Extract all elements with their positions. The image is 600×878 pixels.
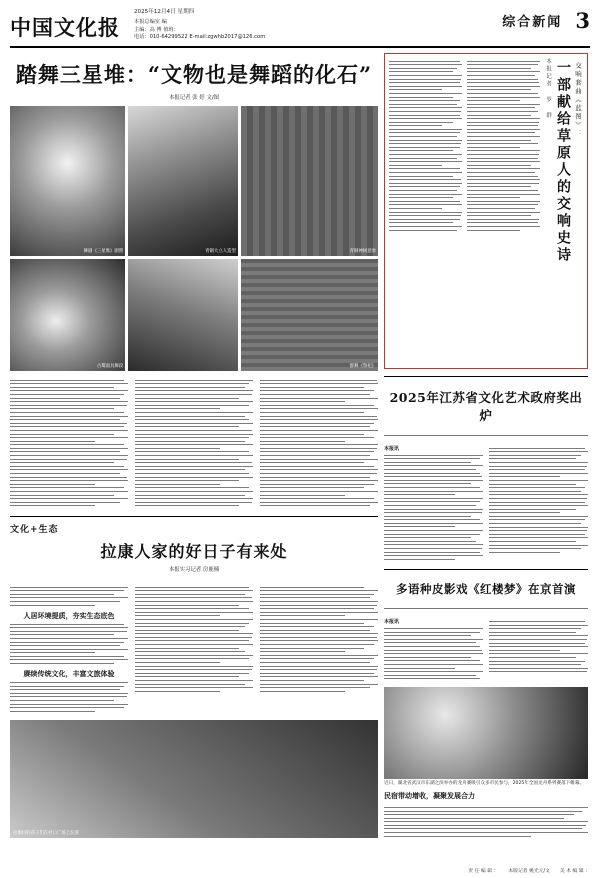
lead-body-col-3: [260, 377, 378, 509]
culture-eco-byline: 本报实习记者 房鹿楠: [168, 566, 220, 573]
award-dateline: 本报讯: [384, 446, 400, 452]
shadow-play-headline: 多语种皮影戏《红楼梦》在京首演: [396, 582, 576, 597]
divider-rule-1: [10, 516, 378, 517]
publication-date: 2025年12月4日 星期四: [134, 9, 195, 15]
lead-photo-6: [241, 259, 378, 371]
masthead-info-line-2: 主编：高 博 值班：: [134, 26, 179, 33]
divider-rule-5: [384, 608, 588, 609]
award-body: [384, 445, 588, 562]
culture-eco-headline: 拉康人家的好日子有来处: [100, 541, 288, 561]
footer-editor-name: 本版记者 姚光元/文: [508, 869, 550, 874]
shadow-play-dateline: 本报讯: [384, 619, 400, 626]
lead-byline: 本报记者 张 婷 文/图: [168, 95, 220, 101]
right-feature-col-1: [467, 58, 540, 364]
culture-eco-photo: [10, 720, 378, 838]
right-feature-byline: 本报记者 罗 群: [545, 58, 551, 120]
page-number: 3: [575, 8, 590, 33]
right-feature-col-2: [389, 58, 462, 364]
divider-rule-4: [384, 569, 588, 570]
right-feature-title: 一部献给草原人的交响史诗: [555, 60, 571, 264]
shadow-play-col-2: [489, 618, 588, 682]
lead-photo-4: [10, 259, 125, 371]
shadow-play-photo: [384, 687, 588, 779]
lead-body-col-1: [10, 377, 128, 509]
lead-photo-4-caption: 古蜀面具舞段: [96, 364, 124, 369]
divider-rule-3: [384, 435, 588, 436]
lead-headline: 踏舞三星堆：“文物也是舞蹈的化石”: [15, 62, 373, 87]
lead-photo-2: [128, 106, 238, 256]
masthead: [10, 8, 590, 48]
culture-eco-col-1: [10, 584, 128, 714]
right-feature-kicker: 交响套曲《蓝图》：: [574, 62, 582, 139]
minsu-body: [384, 804, 588, 839]
lead-photo-3: [241, 106, 378, 256]
culture-eco-subhead-1: 人居环境提质，夯实生态底色: [23, 610, 115, 620]
right-column: [384, 53, 588, 873]
culture-eco-photo-caption: 拉康村的孩子们在村口广场上玩耍: [13, 831, 79, 837]
lead-photo-5-caption: 群舞《祭祀》: [349, 364, 377, 369]
lead-photo-strip: [10, 106, 378, 256]
divider-rule-2: [384, 376, 588, 377]
lead-photo-row-2: [10, 259, 378, 371]
award-headline: 2025年江苏省文化艺术政府奖出炉: [389, 390, 583, 423]
lead-photo-5: [128, 259, 238, 371]
lead-photo-2-caption: 青铜大立人造型: [205, 249, 236, 254]
section-tag-culture-eco: 文化+生态: [10, 524, 59, 535]
lead-photo-1-caption: 舞剧《三星堆》剧照: [83, 249, 124, 254]
left-columns: [10, 53, 378, 873]
award-col-2: [489, 445, 588, 562]
masthead-info-line-1: 本报总编室 编: [134, 19, 167, 26]
masthead-section: [492, 8, 590, 33]
shadow-play-col-1: [384, 618, 483, 682]
culture-eco-col-3: [260, 584, 378, 714]
masthead-info: [120, 8, 492, 42]
footer-editor-label: 责 任 编 辑 ：: [468, 869, 499, 874]
lead-body: [10, 377, 378, 509]
footer-layout-label: 美 术 编 辑 ：: [559, 869, 590, 874]
award-col-1: [384, 445, 483, 562]
lead-photo-1: [10, 106, 125, 256]
culture-eco-subhead-2: 赓续传统文化，丰富文旅体验: [23, 669, 115, 679]
culture-eco-col-2: [135, 584, 253, 714]
lead-body-col-2: [135, 377, 253, 509]
right-feature-body: [389, 58, 540, 364]
shadow-play-photo-caption: 近日，湖北省武汉市东湖之滨举办的龙舟赛吸引众多市民参与，2025年全国龙舟系列赛落下帷幕。: [384, 780, 585, 786]
lead-photo-3-caption: 青铜神树意象: [349, 249, 377, 254]
culture-eco-body: [10, 584, 378, 714]
shadow-play-body: [384, 618, 588, 682]
section-name: 综合新闻: [502, 15, 563, 30]
masthead-info-line-3: 电话：010-64299522 E-mail:zgwhb2017@126.com: [134, 34, 266, 41]
newspaper-logo: 中国文化报: [10, 15, 120, 40]
page-footer: [10, 867, 590, 874]
right-feature-box: [384, 53, 588, 369]
minsu-subhead: 民宿带动增收，凝聚发展合力: [384, 791, 475, 801]
